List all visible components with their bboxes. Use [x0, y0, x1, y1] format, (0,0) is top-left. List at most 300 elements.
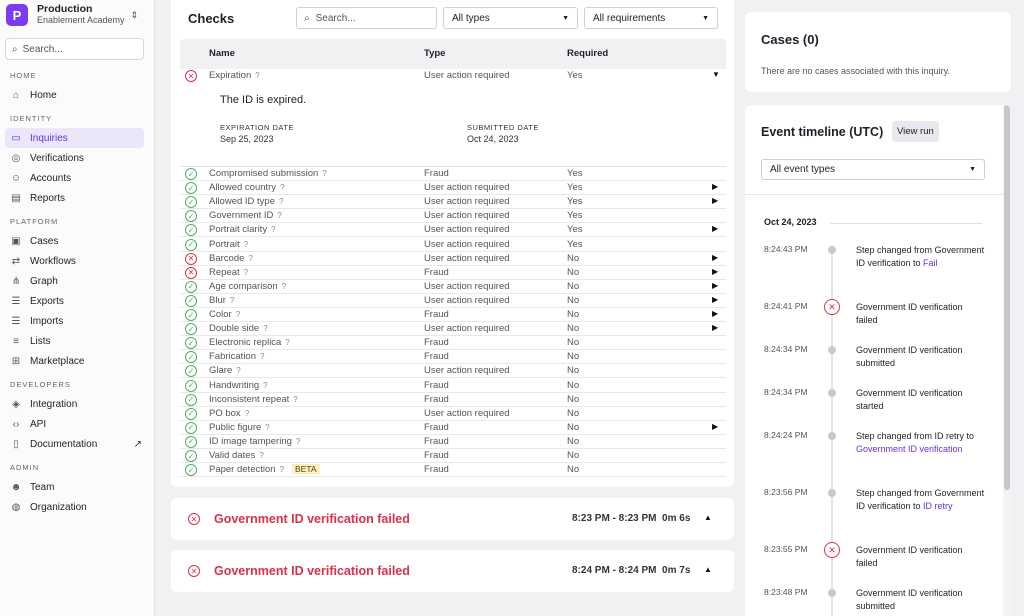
sidebar-item-label: Lists [30, 335, 51, 347]
check-circle-icon: ◎ [11, 152, 21, 164]
check-required: No [567, 435, 580, 447]
check-required: No [567, 379, 580, 391]
check-name-text: Color [209, 309, 232, 320]
help-icon[interactable]: ? [322, 169, 327, 178]
check-type: Fraud [424, 421, 449, 433]
check-name-text: Electronic replica [209, 337, 282, 349]
caret-right-icon[interactable]: ▶ [712, 421, 719, 431]
workflow-icon: ⇄ [11, 255, 21, 267]
check-name-text: Portrait clarity [209, 224, 268, 236]
check-circle-icon: ✓ [185, 210, 197, 222]
check-name [209, 380, 268, 391]
check-name [209, 337, 290, 348]
document-icon: ▤ [11, 192, 21, 204]
caret-down-icon[interactable]: ▼ [712, 70, 720, 79]
section-home: HOME [10, 71, 37, 80]
check-row [180, 393, 726, 407]
event-time: 8:24:34 PM [764, 387, 808, 397]
result-time [572, 565, 690, 576]
help-icon[interactable]: ? [248, 253, 253, 263]
check-row[interactable] [180, 181, 726, 195]
briefcase-icon: ▣ [11, 235, 21, 247]
type-filter-select[interactable] [443, 7, 578, 29]
fail-circle-icon: ✕ [185, 70, 197, 82]
check-circle-icon: ✓ [185, 224, 197, 236]
help-icon[interactable]: ? [280, 183, 285, 193]
caret-right-icon[interactable]: ▶ [712, 280, 719, 290]
check-circle-icon: ✓ [185, 464, 197, 476]
help-icon[interactable]: ? [260, 352, 265, 362]
check-circle-icon: ✓ [185, 422, 197, 434]
sidebar-item-integration[interactable] [5, 394, 144, 414]
event-text: Step changed from Government ID verification to [856, 245, 985, 268]
database-icon: ☰ [11, 295, 21, 307]
check-required: Yes [567, 238, 583, 250]
sidebar-item-team[interactable] [5, 477, 144, 497]
timeline-scrollbar[interactable] [1003, 105, 1011, 616]
check-name [209, 422, 270, 433]
expiration-date-label: EXPIRATION DATE [220, 123, 294, 132]
list-icon: ≡ [13, 335, 19, 347]
help-icon[interactable]: ? [229, 295, 235, 305]
code-icon: ‹› [12, 418, 20, 430]
timeline-dot-icon [828, 589, 836, 597]
event-time: 8:23:48 PM [764, 587, 808, 597]
check-required: No [567, 393, 580, 405]
help-icon[interactable]: ? [295, 436, 301, 446]
check-required: No [567, 421, 580, 433]
check-type: User action required [424, 210, 510, 222]
result-time [572, 513, 690, 524]
timeline-dot-icon [828, 246, 836, 254]
caret-right-icon[interactable]: ▶ [712, 252, 719, 262]
timeline-dot-icon [828, 346, 836, 354]
check-circle-icon: ✓ [185, 182, 197, 194]
requirements-filter-select[interactable] [584, 7, 718, 29]
check-required: Yes [567, 196, 583, 208]
check-name [209, 267, 248, 278]
check-name-text: Compromised submission [209, 168, 319, 179]
fail-circle-icon: ✕ [188, 565, 200, 577]
sidebar-item-workflows[interactable] [5, 251, 144, 271]
org-name: Production [37, 3, 93, 15]
grid-icon: ⊞ [11, 355, 21, 367]
check-name [209, 450, 264, 461]
check-circle-icon: ✓ [185, 380, 197, 392]
caret-right-icon[interactable]: ▶ [712, 309, 719, 318]
check-name [209, 210, 282, 221]
check-required: Yes [567, 210, 583, 222]
event-text: Government ID verification submitted [856, 345, 963, 368]
event-description [856, 344, 986, 370]
external-link-icon: ↗ [133, 438, 142, 450]
check-type: Fraud [424, 379, 449, 391]
check-name-text: ID image tampering [209, 435, 292, 447]
divider [745, 194, 1003, 195]
help-icon[interactable]: ? [236, 366, 241, 376]
help-icon[interactable]: ? [243, 239, 249, 249]
help-icon[interactable]: ? [277, 211, 282, 221]
check-type: User action required [424, 70, 510, 81]
check-required: No [567, 464, 580, 476]
sidebar-item-label: Reports [30, 192, 66, 204]
help-icon[interactable]: ? [263, 380, 268, 390]
sidebar-item-reports[interactable] [5, 188, 144, 208]
check-row [180, 364, 726, 378]
column-name: Name [209, 48, 235, 59]
check-name-text: Barcode [209, 252, 245, 264]
caret-right-icon[interactable]: ▶ [712, 224, 719, 234]
check-type: Fraud [424, 393, 449, 405]
check-name-text: Inconsistent repeat [209, 393, 290, 405]
caret-up-icon[interactable]: ▲ [704, 565, 712, 574]
caret-up-icon[interactable]: ▲ [704, 513, 712, 522]
help-icon[interactable]: ? [293, 394, 298, 404]
check-type: Fraud [424, 337, 449, 349]
check-row[interactable] [180, 280, 726, 294]
check-name-text: Public figure [209, 421, 262, 433]
check-name [209, 365, 241, 376]
event-description [856, 244, 986, 270]
divider [830, 223, 982, 224]
check-name-text: Blur [209, 294, 226, 306]
checks-panel [171, 0, 734, 487]
check-name-text: PO box [209, 407, 241, 419]
section-developers: DEVELOPERS [10, 380, 71, 389]
checks-table-header [180, 39, 726, 69]
help-icon[interactable]: ? [259, 451, 264, 460]
check-circle-icon: ✓ [185, 408, 197, 420]
check-circle-icon: ✓ [185, 337, 197, 349]
sidebar-item-imports[interactable] [5, 311, 144, 331]
section-identity: IDENTITY [10, 114, 53, 123]
sidebar-item-label: Documentation [30, 438, 98, 450]
check-required: No [567, 294, 580, 306]
cases-panel [745, 12, 1011, 92]
event-text: Government ID verification started [856, 388, 963, 411]
check-required: No [567, 450, 580, 461]
sidebar [0, 0, 155, 616]
event-type-select[interactable] [761, 159, 985, 180]
help-icon[interactable]: ? [281, 281, 287, 291]
checks-search-input[interactable] [296, 7, 437, 29]
check-name [209, 408, 249, 419]
sidebar-item-accounts[interactable] [5, 168, 144, 188]
sidebar-search-placeholder: Search... [22, 43, 63, 55]
check-required: No [567, 309, 580, 320]
event-time: 8:24:41 PM [764, 301, 808, 311]
check-name-text: Expiration [209, 70, 252, 81]
check-row [180, 238, 726, 252]
check-row [180, 463, 726, 477]
view-run-button[interactable]: View run [892, 121, 939, 142]
timeline-dot-icon [828, 489, 836, 497]
event-description [856, 544, 986, 570]
check-circle-icon: ✓ [185, 323, 197, 335]
event-time: 8:23:55 PM [764, 544, 808, 554]
check-name-text: Government ID [209, 210, 274, 222]
check-type: User action required [424, 280, 510, 292]
timeline-dot-icon [828, 432, 836, 440]
event-text: Step changed from Government ID verification to [856, 488, 985, 511]
check-name [209, 323, 268, 334]
check-name-text: Portrait [209, 238, 240, 250]
check-row[interactable] [180, 252, 726, 266]
check-type: User action required [424, 294, 510, 306]
check-name [209, 351, 264, 362]
event-description [856, 387, 986, 413]
check-circle-icon: ✓ [185, 450, 197, 462]
org-switcher[interactable] [0, 0, 154, 30]
beta-badge: BETA [292, 464, 320, 474]
check-name-text: Handwriting [209, 379, 260, 391]
sidebar-item-lists[interactable] [5, 331, 144, 351]
timeline-title: Event timeline (UTC) [761, 125, 884, 139]
sidebar-item-exports[interactable] [5, 291, 144, 311]
layers-icon: ◈ [12, 398, 20, 410]
cases-title: Cases (0) [761, 32, 819, 47]
sidebar-item-label: Marketplace [30, 355, 85, 367]
check-type: Fraud [424, 450, 449, 461]
sidebar-search-input[interactable] [5, 38, 144, 60]
check-row[interactable] [180, 223, 726, 237]
sidebar-item-inquiries[interactable] [5, 128, 144, 148]
check-name [209, 182, 285, 193]
check-type: Fraud [424, 435, 449, 447]
check-row[interactable] [180, 421, 726, 435]
check-name [209, 394, 298, 405]
fail-circle-icon: ✕ [188, 513, 200, 525]
home-icon: ⌂ [12, 89, 20, 101]
check-type: Fraud [424, 168, 449, 179]
column-required: Required [567, 48, 609, 59]
check-required: Yes [567, 168, 583, 179]
sidebar-item-cases[interactable] [5, 231, 144, 251]
sidebar-item-label: Cases [30, 235, 59, 247]
help-icon[interactable]: ? [279, 197, 284, 207]
check-type: User action required [424, 252, 510, 264]
sidebar-item-verifications[interactable] [5, 148, 144, 168]
help-icon[interactable]: ? [244, 408, 250, 418]
check-type: User action required [424, 323, 510, 335]
result-duration: 0m 6s [662, 513, 691, 524]
check-row[interactable] [180, 322, 726, 336]
help-icon[interactable]: ? [263, 324, 268, 334]
check-row [180, 379, 726, 393]
sidebar-item-api[interactable] [5, 414, 144, 434]
event-type-value: All event types [770, 164, 836, 175]
sidebar-item-label: Workflows [30, 255, 76, 267]
check-circle-icon: ✓ [185, 168, 197, 180]
sidebar-item-marketplace[interactable] [5, 351, 144, 371]
inquiry-icon: ▭ [11, 132, 21, 144]
checks-search-placeholder: Search... [315, 12, 356, 24]
help-icon[interactable]: ? [271, 225, 276, 235]
check-name-text: Fabrication [209, 351, 256, 363]
check-circle-icon: ✓ [185, 196, 197, 208]
event-description [856, 430, 986, 456]
sidebar-item-label: Accounts [30, 172, 72, 184]
sidebar-item-label: Imports [30, 315, 64, 327]
section-platform: PLATFORM [10, 217, 59, 226]
result-card[interactable] [171, 550, 734, 592]
search-icon: ⌕ [12, 43, 18, 55]
event-text: Government ID verification failed [856, 545, 963, 568]
timeline-dot-icon [828, 389, 836, 397]
help-icon[interactable]: ? [279, 465, 284, 475]
sidebar-item-graph[interactable] [5, 271, 144, 291]
check-required: Yes [567, 182, 583, 194]
check-required: No [567, 252, 580, 264]
check-name [209, 70, 260, 81]
check-name-text: Allowed country [209, 182, 277, 194]
check-type: Fraud [424, 266, 449, 278]
user-icon: ☺ [10, 172, 22, 184]
cases-empty-message: There are no cases associated with this inquiry. [761, 66, 950, 76]
check-name-text: Allowed ID type [209, 196, 276, 208]
event-link[interactable]: Government ID verification [856, 444, 963, 454]
caret-down-icon: ▼ [562, 14, 569, 22]
check-row [180, 336, 726, 350]
database-icon: ☰ [11, 315, 21, 327]
caret-right-icon[interactable]: ▶ [712, 323, 719, 333]
help-icon[interactable]: ? [285, 338, 290, 348]
check-type: User action required [424, 224, 510, 236]
expanded-message: The ID is expired. [220, 94, 307, 106]
check-name [209, 295, 234, 306]
check-name [209, 281, 286, 292]
submitted-date-value: Oct 24, 2023 [467, 134, 519, 144]
check-circle-icon: ✓ [185, 309, 197, 321]
check-name [209, 239, 248, 250]
caret-down-icon: ▼ [702, 14, 709, 22]
org-subtitle: Enablement Academy [37, 15, 125, 25]
type-filter-value: All types [452, 12, 490, 24]
event-time: 8:24:43 PM [764, 244, 808, 254]
scrollbar-thumb[interactable] [1004, 105, 1010, 490]
caret-down-icon: ▼ [969, 166, 976, 173]
sidebar-item-label: Organization [30, 501, 87, 513]
sidebar-item-organization[interactable] [5, 497, 144, 517]
check-type: Fraud [424, 464, 449, 476]
event-time: 8:23:56 PM [764, 487, 808, 497]
sidebar-item-label: Verifications [30, 152, 84, 164]
graph-icon: ⋔ [11, 275, 21, 287]
sidebar-item-label: Exports [30, 295, 64, 307]
check-name [209, 196, 283, 207]
chevron-updown-icon[interactable]: ⇕ [130, 9, 138, 20]
check-row [180, 407, 726, 421]
check-row[interactable] [180, 266, 726, 280]
sidebar-item-documentation[interactable] [5, 434, 144, 454]
result-card[interactable] [171, 498, 734, 540]
caret-right-icon[interactable]: ▶ [712, 294, 719, 304]
requirements-filter-value: All requirements [593, 12, 666, 24]
sidebar-item-label: API [30, 418, 47, 430]
column-type: Type [424, 48, 446, 59]
event-text: Government ID verification submitted [856, 588, 963, 611]
check-row[interactable] [180, 69, 726, 83]
check-name-text: Repeat [209, 266, 240, 278]
check-type: User action required [424, 182, 510, 194]
check-type: User action required [424, 365, 510, 377]
check-required: No [567, 407, 580, 419]
check-name-text: Paper detection [209, 464, 276, 476]
event-timeline-panel [745, 105, 1011, 616]
check-circle-icon: ✓ [185, 436, 197, 448]
sidebar-item-label: Team [30, 481, 55, 493]
sidebar-item-label: Integration [30, 398, 78, 410]
check-row[interactable] [180, 294, 726, 308]
search-icon: ⌕ [304, 12, 310, 24]
result-title: Government ID verification failed [214, 564, 410, 578]
check-name-text: Age comparison [209, 280, 278, 292]
check-circle-icon: ✓ [185, 239, 197, 251]
check-type: User action required [424, 196, 510, 208]
check-required: No [567, 365, 580, 377]
check-circle-icon: ✓ [185, 281, 197, 293]
caret-right-icon[interactable]: ▶ [712, 182, 719, 192]
event-text: Government ID verification failed [856, 302, 963, 325]
fail-circle-icon: ✕ [824, 542, 840, 558]
event-link[interactable]: Fail [923, 258, 938, 268]
check-name [209, 224, 276, 235]
sidebar-item-label: Graph [30, 275, 58, 287]
result-time-range: 8:23 PM - 8:23 PM [572, 513, 657, 524]
check-required: No [567, 337, 580, 349]
check-type: User action required [424, 407, 510, 419]
check-circle-icon: ✓ [185, 394, 197, 406]
check-name [209, 253, 253, 264]
caret-right-icon[interactable]: ▶ [712, 266, 719, 276]
check-row [180, 209, 726, 223]
check-required: No [567, 266, 580, 278]
check-row [180, 449, 726, 463]
check-name-text: Double side [209, 323, 260, 335]
help-icon[interactable]: ? [235, 310, 241, 319]
check-row[interactable] [180, 195, 726, 209]
check-required: No [567, 280, 580, 292]
check-circle-icon: ✓ [185, 295, 197, 307]
check-name [209, 309, 240, 320]
result-time-range: 8:24 PM - 8:24 PM [572, 565, 657, 576]
help-icon[interactable]: ? [265, 422, 270, 432]
team-icon: ☻ [10, 481, 22, 493]
help-icon[interactable]: ? [243, 267, 249, 277]
sidebar-item-home[interactable] [5, 85, 144, 105]
help-icon[interactable]: ? [255, 71, 260, 80]
event-description [856, 587, 986, 613]
globe-icon: ◍ [11, 501, 21, 513]
expanded-check-detail [180, 80, 726, 167]
check-type: Fraud [424, 309, 449, 320]
submitted-date-label: SUBMITTED DATE [467, 123, 539, 132]
event-description [856, 301, 986, 327]
event-text: Step changed from ID retry to [856, 431, 975, 441]
book-icon: ▯ [13, 438, 19, 450]
check-required: No [567, 323, 580, 335]
org-logo: P [6, 4, 28, 26]
expiration-date-value: Sep 25, 2023 [220, 134, 274, 144]
check-row [180, 167, 726, 181]
result-duration: 0m 7s [662, 565, 691, 576]
checks-title: Checks [188, 11, 235, 26]
event-time: 8:24:24 PM [764, 430, 808, 440]
caret-right-icon[interactable]: ▶ [712, 196, 719, 206]
event-link[interactable]: ID retry [923, 501, 953, 511]
check-row[interactable] [180, 308, 726, 322]
check-name-text: Valid dates [209, 450, 256, 461]
